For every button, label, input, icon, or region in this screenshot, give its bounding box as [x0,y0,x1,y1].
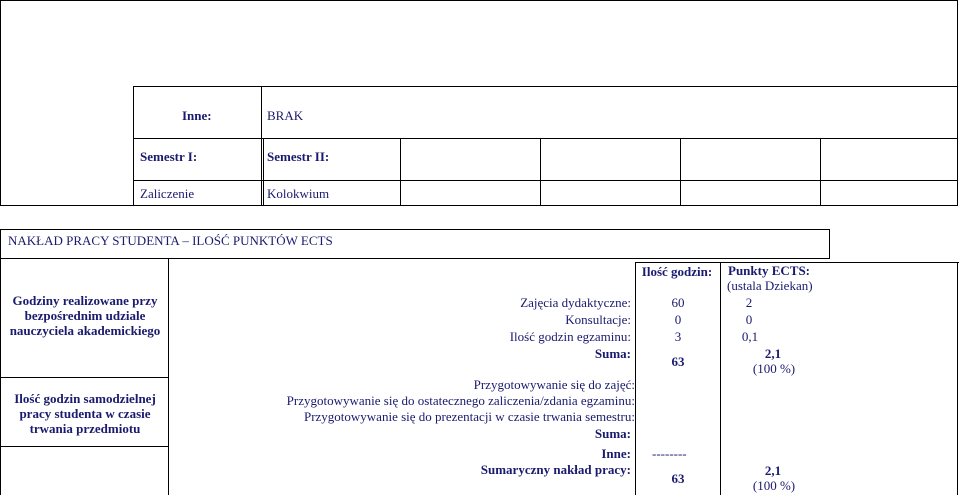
table-border [680,138,681,206]
hours-header: Ilość godzin: [641,264,713,279]
table-border [957,262,958,495]
semester-1-label: Semestr I: [140,149,198,164]
table-border [0,229,1,495]
table-border [820,138,821,206]
contact-hours-label: Godziny realizowane przy bezpośrednim udziale nauczyciela akademickiego [9,293,161,338]
table-border [133,138,958,139]
table-border [829,229,830,259]
row-label: Ilość godzin egzaminu: [509,329,631,344]
contact-sum-ects: 2,1 [764,346,782,361]
semester-2-label: Semestr II: [267,149,330,164]
row-ects: 0,1 [741,329,759,344]
row-hours: 60 [671,295,685,310]
total-percent: (100 %) [752,478,796,493]
ects-header: Punkty ECTS: [728,263,810,278]
table-border [0,205,958,206]
table-border [133,86,134,206]
contact-sum-hours: 63 [671,354,685,369]
table-border [261,86,262,206]
table-border [0,446,168,447]
self-row-label: Przygotowywanie się do zajęć: [473,377,635,392]
section-title: NAKŁAD PRACY STUDENTA – ILOŚĆ PUNKTÓW ECTS [8,233,333,248]
other-row-label: Inne: [601,446,631,461]
table-border [0,0,1,206]
row-hours: 0 [674,312,682,327]
other-label: Inne: [182,108,212,123]
self-row-label: Przygotowywanie się do ostatecznego zaliczenia/zdania egzaminu: [286,393,635,408]
table-border [0,377,168,378]
table-border [0,0,958,1]
table-border [0,229,830,230]
other-row-value: -------- [652,446,687,461]
row-ects: 0 [745,312,753,327]
table-border [957,0,958,206]
table-border [400,138,401,206]
self-study-label: Ilość godzin samodzielnej pracy studenta w czasie trwania przedmiotu [14,391,156,436]
total-label: Sumaryczny nakład pracy: [480,462,631,477]
contact-sum-percent: (100 %) [752,361,796,376]
row-hours: 3 [674,329,682,344]
ects-header-note: (ustala Dziekan) [727,278,813,293]
row-ects: 2 [745,295,753,310]
table-border [540,138,541,206]
table-border [133,180,958,181]
self-row-label: Przygotowywanie się do prezentacji w czasie trwania semestru: [303,409,635,424]
contact-sum-label: Suma: [594,346,631,361]
semester-1-value: Zaliczenie [140,186,195,201]
self-sum-label: Suma: [594,426,631,441]
row-label: Konsultacje: [565,312,631,327]
table-border [168,258,169,495]
other-value: BRAK [267,108,304,123]
table-border [263,138,264,206]
semester-2-value: Kolokwium [267,186,330,201]
table-border [133,86,958,87]
total-hours: 63 [671,471,685,486]
row-label: Zajęcia dydaktyczne: [520,295,631,310]
table-border [0,258,830,259]
total-ects: 2,1 [764,463,782,478]
